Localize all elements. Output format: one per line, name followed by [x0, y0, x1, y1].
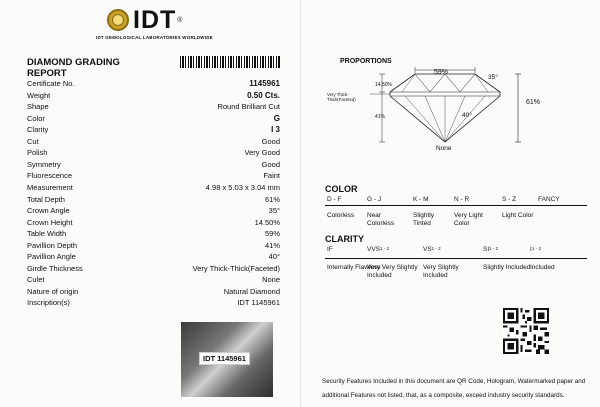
field-row [27, 252, 280, 262]
field-row [27, 102, 280, 112]
girdle-value: Very Thick-Thick(Faceted) [327, 92, 356, 102]
field-value: 1145961 [249, 79, 280, 88]
brand-logo [107, 8, 182, 32]
field-value: Very Good [244, 148, 280, 158]
field-row [27, 218, 280, 228]
field-value: None [262, 275, 280, 285]
field-label: Color [27, 113, 45, 123]
field-value: 59% [264, 229, 280, 239]
brand-name: IDT [133, 6, 177, 34]
clarity-code: SI [483, 246, 490, 253]
security-notice-line2: additional Features not listed, that, as a composite, exceed industry security standards. [322, 392, 565, 399]
proportions-title: PROPORTIONS [340, 58, 392, 65]
field-value: 35° [268, 206, 280, 216]
color-grade-desc: Very Light Color [454, 212, 483, 227]
clarity-code: VVS [367, 246, 381, 253]
color-grade-range: FANCY [538, 196, 560, 203]
color-grade-desc: Slightly Tinted [413, 212, 434, 227]
field-row [27, 160, 280, 170]
security-notice [322, 375, 590, 403]
table-width-value: 59% [434, 69, 449, 76]
field-row [27, 287, 280, 297]
field-value: Natural Diamond [223, 286, 280, 296]
pavilion-depth-value: 41% [375, 114, 386, 120]
field-value: 40° [268, 252, 280, 262]
clarity-grade-desc: Very Very Slightly Included [367, 264, 418, 279]
field-value: Very Thick-Thick(Faceted) [192, 263, 280, 273]
field-value: I 3 [271, 125, 280, 135]
field-row [27, 206, 280, 216]
lab-name: IDT GEMOLOGICAL LABORATORIES WORLDWIDE [96, 35, 213, 40]
security-notice-line1: Security Features Included in this document are QR Code, Hologram, Watermarked paper and [322, 378, 586, 385]
clarity-grade-code [423, 246, 441, 253]
color-grade-range: D - F [327, 196, 342, 203]
clarity-divider [325, 258, 587, 259]
color-grade-desc: Light Color [502, 212, 534, 219]
clarity-grade-code [483, 246, 498, 253]
field-row [27, 148, 280, 158]
field-label: Weight [27, 90, 51, 100]
field-value: 61% [264, 194, 280, 204]
inscription-photo [181, 322, 273, 397]
field-label: Table Width [27, 229, 67, 239]
field-value: Round Brilliant Cut [217, 102, 280, 112]
field-row [27, 125, 280, 135]
field-label: Inscription(s) [27, 298, 70, 308]
report-title: DIAMOND GRADING REPORT [27, 57, 120, 79]
color-grade-range: S - Z [502, 196, 517, 203]
crown-height-value: 14.50% [375, 82, 392, 88]
field-label: Crown Height [27, 217, 73, 227]
seal-icon [107, 9, 129, 31]
field-row [27, 183, 280, 193]
field-value: Faint [263, 171, 280, 181]
field-label: Shape [27, 102, 49, 112]
barcode-icon [180, 56, 280, 68]
field-row [27, 114, 280, 124]
clarity-grade-desc: Very Slightly Included [423, 264, 459, 279]
page-fold [300, 0, 301, 407]
field-row [27, 298, 280, 308]
field-value: Good [261, 136, 280, 146]
field-value: G [273, 113, 280, 123]
field-label: Pavillion Depth [27, 240, 78, 250]
field-value: 0.50 Cts. [247, 90, 280, 100]
field-value: 41% [264, 240, 280, 250]
field-label: Measurement [27, 182, 73, 192]
color-grade-desc: Colorless [327, 212, 355, 219]
field-row [27, 91, 280, 101]
field-row [27, 275, 280, 285]
field-label: Symmetry [27, 159, 61, 169]
culet-value: None [436, 145, 452, 152]
color-divider [325, 205, 587, 206]
field-label: Nature of origin [27, 286, 79, 296]
field-row [27, 171, 280, 181]
pavilion-angle-value: 40° [462, 112, 472, 119]
field-row [27, 137, 280, 147]
color-grade-range: N - R [454, 196, 470, 203]
clarity-title: CLARITY [325, 234, 364, 244]
diamond-diagram [330, 62, 540, 157]
clarity-code: VS [423, 246, 432, 253]
field-row [27, 264, 280, 274]
field-label: Pavillion Angle [27, 252, 76, 262]
clarity-subgrade: 1 - 2 [380, 246, 390, 251]
clarity-subgrade: 1 - 2 [489, 246, 499, 251]
field-label: Clarity [27, 125, 49, 135]
clarity-grade-code [367, 246, 389, 253]
field-value: IDT 1145961 [237, 298, 280, 308]
field-label: Crown Angle [27, 206, 70, 216]
clarity-code: I [530, 246, 532, 253]
photo-inscription: IDT 1145961 [199, 352, 250, 365]
field-label: Cut [27, 136, 39, 146]
field-label: Certificate No. [27, 79, 75, 88]
field-row [27, 195, 280, 205]
clarity-grade-desc: Included [530, 264, 555, 271]
field-row [27, 229, 280, 239]
field-value: 14.50% [254, 217, 280, 227]
clarity-code: IF [327, 246, 333, 253]
field-label: Total Depth [27, 194, 65, 204]
field-value: 4.98 x 5.03 x 3.04 mm [205, 182, 280, 192]
field-value: Good [261, 159, 280, 169]
field-label: Girdle Thickness [27, 263, 83, 273]
field-label: Culet [27, 275, 45, 285]
clarity-grade-code [530, 246, 541, 253]
clarity-grade-desc: Slightly Included [483, 264, 531, 271]
clarity-subgrade: 1 - 2 [431, 246, 441, 251]
registered-mark: ® [177, 16, 183, 24]
total-depth-value: 61% [526, 99, 541, 106]
field-row [27, 241, 280, 251]
clarity-grade-desc: Internally Flawless [327, 264, 381, 271]
color-title: COLOR [325, 184, 358, 194]
field-label: Fluorescence [27, 171, 73, 181]
crown-angle-value: 35° [488, 74, 498, 81]
clarity-subgrade: 1 - 3 [531, 246, 541, 251]
color-grade-desc: Near Colorless [367, 212, 395, 227]
color-grade-range: K - M [413, 196, 429, 203]
qr-code-icon [503, 308, 549, 354]
field-row [27, 79, 280, 89]
field-label: Polish [27, 148, 48, 158]
clarity-grade-code [327, 246, 333, 253]
color-grade-range: G - J [367, 196, 382, 203]
